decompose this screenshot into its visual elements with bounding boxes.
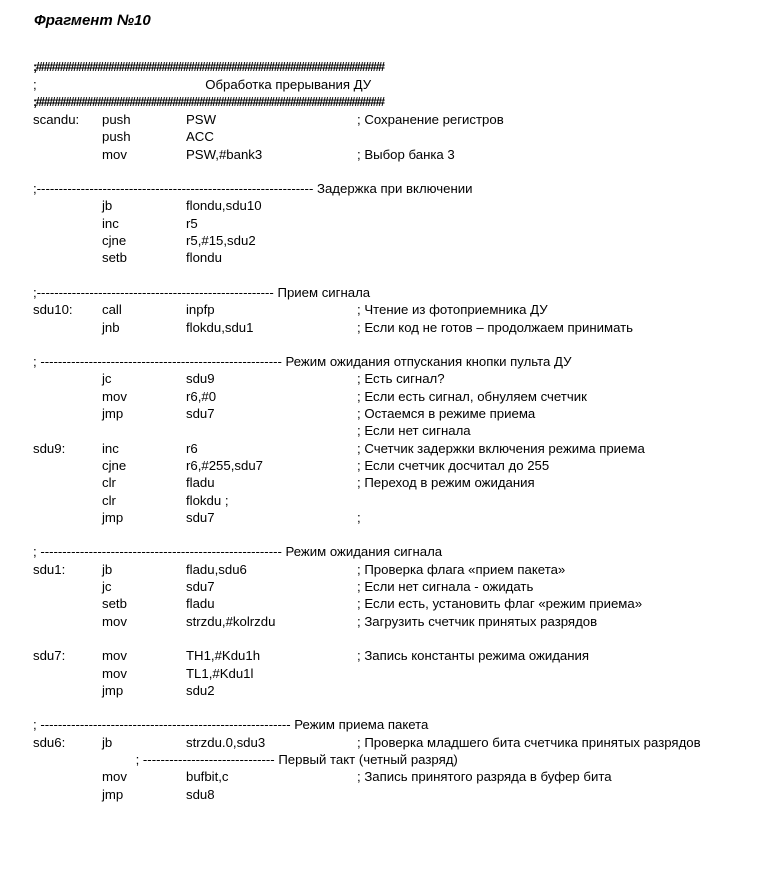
code-mnemonic: mov bbox=[102, 665, 127, 681]
code-line bbox=[0, 301, 773, 318]
code-line bbox=[0, 682, 773, 699]
code-mnemonic: clr bbox=[102, 475, 116, 491]
code-operand: PSW,#bank3 bbox=[186, 146, 263, 162]
code-mnemonic: push bbox=[102, 129, 131, 145]
code-mnemonic: jc bbox=[102, 371, 112, 387]
section-separator: ; --------------------------------------------------------- Режим приема пакета bbox=[33, 717, 429, 733]
code-line bbox=[0, 128, 773, 145]
code-comment: ; Запись константы режима ожидания bbox=[357, 648, 590, 664]
code-line bbox=[0, 595, 773, 612]
code-line bbox=[0, 768, 773, 785]
code-mnemonic: jb bbox=[102, 561, 113, 577]
code-line bbox=[0, 665, 773, 682]
code-line bbox=[0, 163, 773, 180]
code-operand: sdu2 bbox=[186, 682, 215, 698]
code-operand: fladu bbox=[186, 596, 215, 612]
code-operand: sdu8 bbox=[186, 786, 215, 802]
code-mnemonic: setb bbox=[102, 596, 127, 612]
code-mnemonic: jb bbox=[102, 734, 113, 750]
code-mnemonic: clr bbox=[102, 492, 116, 508]
code-label: sdu1: bbox=[33, 561, 66, 577]
code-comment: ; Есть сигнал? bbox=[357, 371, 445, 387]
section-heading: ; Обработка прерывания ДУ bbox=[33, 77, 372, 93]
code-mnemonic: jmp bbox=[102, 786, 124, 802]
comment-bar: ;################################################################# bbox=[33, 60, 384, 74]
code-operand: sdu7 bbox=[186, 579, 215, 594]
section-separator: ; ------------------------------ Первый такт (четный разряд) bbox=[33, 752, 458, 767]
comment-bar: ;################################################################# bbox=[33, 94, 384, 109]
code-line bbox=[0, 146, 773, 163]
code-line bbox=[0, 370, 773, 387]
code-line bbox=[0, 336, 773, 353]
code-line bbox=[0, 492, 773, 509]
code-mnemonic: mov bbox=[102, 146, 127, 162]
code-operand: strzdu,#kolrzdu bbox=[186, 613, 276, 629]
code-mnemonic: jb bbox=[102, 198, 113, 214]
code-comment: ; Сохранение регистров bbox=[357, 111, 504, 127]
code-label: sdu7: bbox=[33, 648, 66, 664]
code-line bbox=[0, 94, 773, 111]
code-label: sdu10: bbox=[33, 302, 73, 318]
code-comment: ; Выбор банка 3 bbox=[357, 146, 455, 162]
code-line bbox=[0, 630, 773, 647]
code-mnemonic: cjne bbox=[102, 233, 127, 248]
code-line bbox=[0, 111, 773, 128]
code-mnemonic: push bbox=[102, 111, 131, 127]
code-comment: ; Если есть сигнал, обнуляем счетчик bbox=[357, 388, 587, 404]
code-comment: ; Переход в режим ожидания bbox=[357, 475, 535, 491]
code-comment: ; Запись принятого разряда в буфер бита bbox=[357, 769, 612, 785]
code-line bbox=[0, 561, 773, 578]
code-mnemonic: cjne bbox=[102, 457, 127, 473]
code-mnemonic: jmp bbox=[102, 509, 124, 525]
code-line bbox=[0, 474, 773, 491]
code-line bbox=[0, 180, 773, 197]
code-operand: r5 bbox=[186, 215, 198, 231]
page-title: Фрагмент №10 bbox=[34, 12, 151, 29]
code-mnemonic: jmp bbox=[102, 406, 124, 421]
code-line bbox=[0, 215, 773, 232]
code-line bbox=[0, 76, 773, 93]
section-separator: ;------------------------------------------------------ Прием сигнала bbox=[33, 284, 371, 300]
code-line bbox=[0, 353, 773, 370]
code-comment: ; Если код не готов – продолжаем принимать bbox=[357, 319, 634, 335]
code-operand: sdu7 bbox=[186, 406, 215, 421]
code-line bbox=[0, 578, 773, 595]
section-separator: ; ------------------------------------------------------- Режим ожидания отпускания кнопки пульта ДУ bbox=[33, 354, 572, 370]
code-mnemonic: inc bbox=[102, 440, 119, 456]
code-operand: r6 bbox=[186, 440, 198, 456]
code-label: scandu: bbox=[33, 111, 80, 127]
code-mnemonic: jc bbox=[102, 579, 112, 594]
code-line bbox=[0, 457, 773, 474]
code-operand: inpfp bbox=[186, 302, 215, 318]
code-comment: ; Остаемся в режиме приема bbox=[357, 406, 536, 421]
code-line bbox=[0, 197, 773, 214]
code-comment: ; Если есть, установить флаг «режим приема» bbox=[357, 596, 643, 612]
code-operand: PSW bbox=[186, 111, 217, 127]
code-line bbox=[0, 786, 773, 803]
code-line bbox=[0, 232, 773, 249]
code-comment: ; Чтение из фотоприемника ДУ bbox=[357, 302, 548, 318]
code-operand: r6,#0 bbox=[186, 388, 217, 404]
code-mnemonic: mov bbox=[102, 648, 127, 664]
code-line bbox=[0, 388, 773, 405]
code-mnemonic: inc bbox=[102, 215, 119, 231]
code-comment: ; Проверка младшего бита счетчика принятых разрядов bbox=[357, 734, 701, 750]
code-operand: r6,#255,sdu7 bbox=[186, 457, 263, 473]
code-comment: ; Если нет сигнала - ожидать bbox=[357, 579, 534, 594]
code-line bbox=[0, 699, 773, 716]
code-operand: sdu7 bbox=[186, 509, 215, 525]
code-operand: flondu bbox=[186, 250, 222, 266]
code-line bbox=[0, 319, 773, 336]
code-operand: flokdu ; bbox=[186, 492, 229, 508]
code-operand: TL1,#Kdu1l bbox=[186, 665, 254, 681]
code-operand: bufbit,c bbox=[186, 769, 229, 785]
code-line bbox=[0, 440, 773, 457]
code-line bbox=[0, 734, 773, 751]
code-mnemonic: mov bbox=[102, 388, 127, 404]
code-operand: TH1,#Kdu1h bbox=[186, 648, 261, 664]
code-label: sdu9: bbox=[33, 440, 66, 456]
code-mnemonic: jnb bbox=[102, 319, 120, 335]
code-operand: flokdu,sdu1 bbox=[186, 319, 254, 335]
code-mnemonic: mov bbox=[102, 613, 127, 629]
code-line bbox=[0, 526, 773, 543]
code-operand: flondu,sdu10 bbox=[186, 198, 262, 214]
section-separator: ; ------------------------------------------------------- Режим ожидания сигнала bbox=[33, 544, 443, 560]
code-operand: sdu9 bbox=[186, 371, 215, 387]
code-comment: ; Проверка флага «прием пакета» bbox=[357, 561, 566, 577]
code-mnemonic: call bbox=[102, 302, 122, 318]
code-operand: strzdu.0,sdu3 bbox=[186, 734, 266, 750]
code-mnemonic: mov bbox=[102, 769, 127, 785]
code-operand: r5,#15,sdu2 bbox=[186, 233, 256, 248]
code-label: sdu6: bbox=[33, 734, 66, 750]
code-mnemonic: jmp bbox=[102, 682, 124, 698]
code-line bbox=[0, 422, 773, 439]
code-operand: fladu,sdu6 bbox=[186, 561, 247, 577]
code-line bbox=[0, 249, 773, 266]
code-comment: ; bbox=[357, 509, 361, 525]
code-line bbox=[0, 405, 773, 422]
code-line bbox=[0, 543, 773, 560]
code-line bbox=[0, 751, 773, 768]
code-line bbox=[0, 716, 773, 733]
code-line bbox=[0, 509, 773, 526]
section-separator: ;--------------------------------------------------------------- Задержка при включении bbox=[33, 181, 473, 197]
code-line bbox=[0, 647, 773, 664]
code-operand: ACC bbox=[186, 129, 214, 145]
code-comment: ; Если нет сигнала bbox=[357, 423, 471, 439]
code-comment: ; Загрузить счетчик принятых разрядов bbox=[357, 613, 598, 629]
code-comment: ; Счетчик задержки включения режима приема bbox=[357, 440, 645, 456]
code-line bbox=[0, 284, 773, 301]
code-operand: fladu bbox=[186, 475, 215, 491]
code-line bbox=[0, 613, 773, 630]
code-comment: ; Если счетчик досчитал до 255 bbox=[357, 457, 550, 473]
code-line bbox=[0, 267, 773, 284]
code-mnemonic: setb bbox=[102, 250, 127, 266]
code-line bbox=[0, 59, 773, 76]
